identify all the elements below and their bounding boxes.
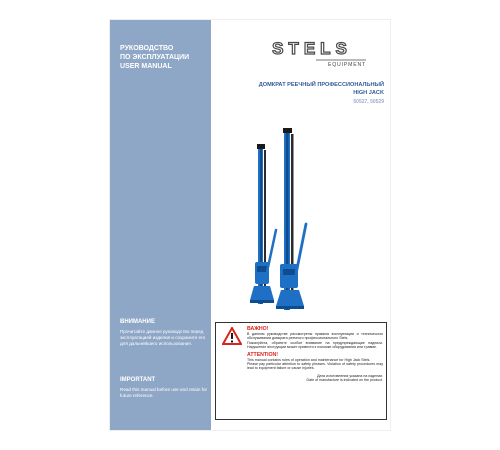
- notice-en-heading: IMPORTANT: [120, 377, 156, 383]
- jack-small-image: [250, 144, 276, 304]
- warning-heading-ru: ВАЖНО!: [247, 326, 269, 332]
- high-jack-illustration: [236, 112, 346, 310]
- logo-wordmark: STELS: [272, 39, 352, 58]
- warning-text-en-2: Please pay particular attention to safety phrases. Violation of safety procedures may lead to equipment failure or cause injuries.: [247, 362, 383, 371]
- notice-en-text: Read this manual before use and retain for future reference.: [120, 387, 208, 398]
- product-title: [214, 82, 384, 97]
- manual-title: [120, 44, 208, 71]
- notice-ru-text: Прочитайте данное руководство перед эксплуатацией изделия и сохраните его для дальнейшего использования.: [120, 329, 206, 346]
- warning-content: [247, 326, 383, 383]
- manual-title-line-2: ПО ЭКСПЛУАТАЦИИ: [120, 54, 190, 61]
- jack-large-image: [276, 128, 308, 310]
- warning-text-ru-1: В данном руководстве рассмотрены правила эксплуатации и технического обслуживания домкрата реечного профессионального Stels.: [247, 332, 383, 341]
- model-numbers: 50527, 50529: [353, 99, 384, 105]
- cover-sidebar: [110, 20, 211, 430]
- warning-footer-en: Date of manufacture is indicated on the product.: [306, 378, 383, 383]
- product-title-ru: ДОМКРАТ РЕЕЧНЫЙ ПРОФЕССИОНАЛЬНЫЙ: [258, 82, 384, 88]
- warning-triangle-icon: [222, 327, 242, 345]
- logo-subtitle: EQUIPMENT: [327, 62, 366, 68]
- warning-box: [215, 322, 387, 420]
- warning-footer-ru: Дата изготовления указана на изделии.: [317, 373, 383, 378]
- notice-ru-heading: ВНИМАНИЕ: [120, 319, 155, 325]
- notice-ru: [120, 318, 208, 347]
- warning-heading-en: ATTENTION!: [247, 351, 279, 358]
- warning-text-ru-2: Пожалуйста, обратите особое внимание на предупреждающие надписи. Нарушение инструкции может привести к поломке оборудования или травме.: [247, 340, 383, 350]
- cover-main: [211, 20, 390, 430]
- manual-cover: [110, 20, 390, 430]
- manual-title-line-3: USER MANUAL: [120, 63, 172, 70]
- manual-title-line-1: РУКОВОДСТВО: [120, 45, 174, 52]
- warning-text-en-1: This manual contains rules of operation and maintenance for High Jack Stels.: [247, 357, 371, 362]
- product-title-en: HIGH JACK: [353, 89, 384, 96]
- stels-logo: [256, 38, 368, 68]
- notice-en: [120, 376, 208, 399]
